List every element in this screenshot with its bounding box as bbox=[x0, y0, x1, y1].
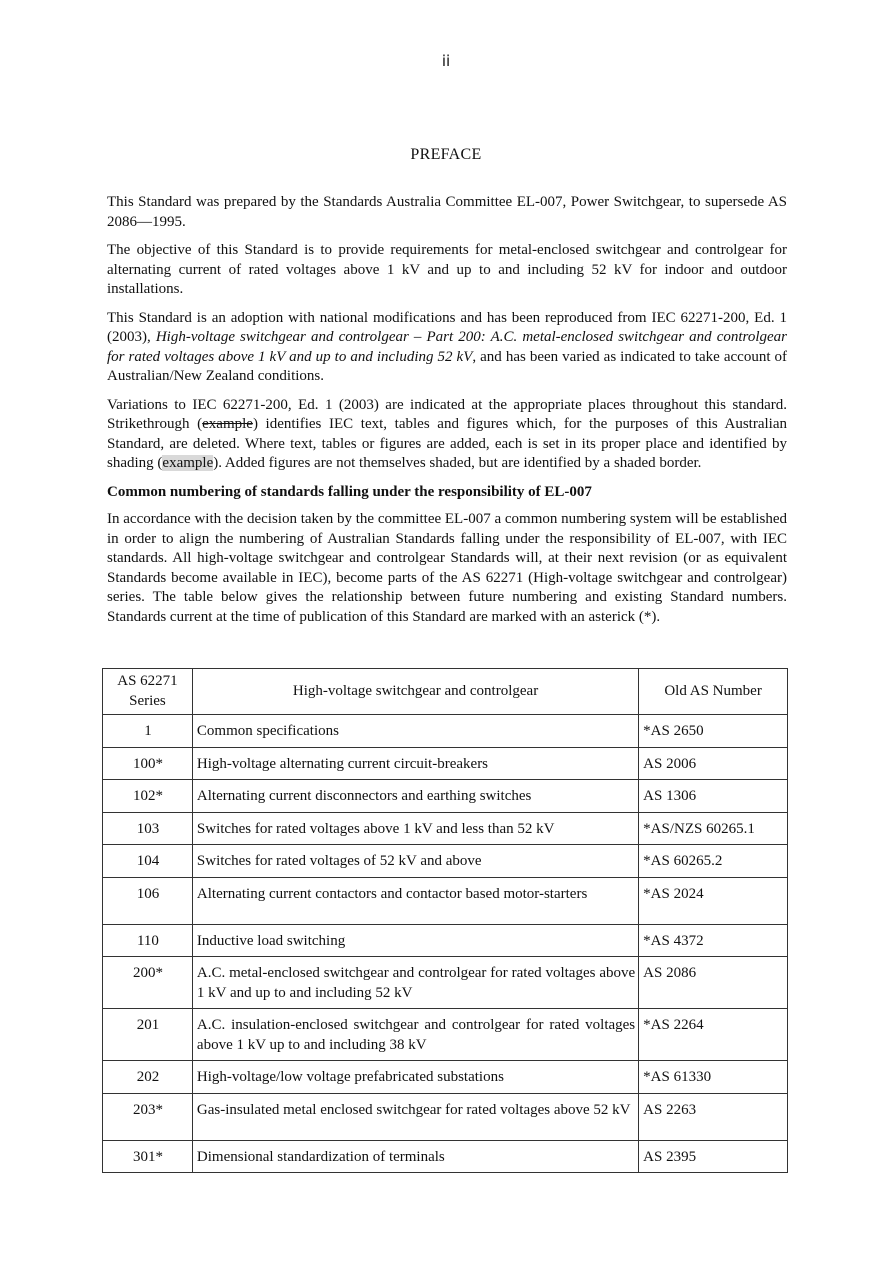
paragraph-numbering: In accordance with the decision taken by the committee EL-007 a common numbering system will be established in order to align the numbering of Australian Standards falling under the responsibility of EL-007, with IEC standards. All high-voltage switchgear and controlgear Standards will, at their next revision (or as equivalent Standards become available in IEC), become parts of the AS 62271 (High-voltage switchgear and controlgear) series. The table below gives the relationship between future numbering and existing Standard numbers. Standards current at the time of publication of this Standard are marked with an asterick (*). bbox=[107, 511, 787, 625]
series-cell: 203* bbox=[103, 1093, 193, 1140]
table-row bbox=[103, 747, 788, 780]
series-cell: 110 bbox=[103, 924, 193, 957]
table-row bbox=[103, 1061, 788, 1094]
table-row bbox=[103, 780, 788, 813]
title-cell: Dimensional standardization of terminals bbox=[192, 1140, 638, 1173]
table-row bbox=[103, 1009, 788, 1061]
old-number-cell: AS 2086 bbox=[639, 957, 788, 1009]
paragraph-objective: The objective of this Standard is to provide requirements for metal-enclosed switchgear and controlgear for alternating current of rated voltages above 1 kV and up to and including 52 kV for indoor and outdoor installations. bbox=[107, 242, 787, 297]
old-number-cell: *AS 61330 bbox=[639, 1061, 788, 1094]
series-cell: 106 bbox=[103, 877, 193, 924]
variations-text-start: Variations to IEC 62271-200, Ed. 1 (2003) are indicated at the appropriate places throughout this standard. Strikethrough ( bbox=[107, 396, 787, 432]
table-row bbox=[103, 715, 788, 748]
table-row bbox=[103, 924, 788, 957]
old-number-cell: AS 1306 bbox=[639, 780, 788, 813]
adoption-text-start: This Standard is an adoption with national modifications and has been reproduced from IEC 62271-200, Ed. 1 (2003), bbox=[107, 309, 787, 345]
old-number-cell: AS 2263 bbox=[639, 1093, 788, 1140]
old-number-cell: *AS 4372 bbox=[639, 924, 788, 957]
paragraph-variations bbox=[107, 396, 787, 474]
title-cell: Alternating current contactors and contactor based motor-starters bbox=[192, 877, 638, 924]
header-series: AS 62271 Series bbox=[103, 669, 193, 715]
series-cell: 102* bbox=[103, 780, 193, 813]
series-cell: 104 bbox=[103, 845, 193, 878]
title-cell: High-voltage alternating current circuit-breakers bbox=[192, 747, 638, 780]
series-cell: 103 bbox=[103, 812, 193, 845]
paragraph-prepared-by: This Standard was prepared by the Standards Australia Committee EL-007, Power Switchgear, to supersede AS 2086—1995. bbox=[107, 194, 787, 230]
old-number-cell: *AS 60265.2 bbox=[639, 845, 788, 878]
table-row bbox=[103, 957, 788, 1009]
title-cell: Alternating current disconnectors and earthing switches bbox=[192, 780, 638, 813]
series-cell: 1 bbox=[103, 715, 193, 748]
old-number-cell: *AS 2650 bbox=[639, 715, 788, 748]
title-cell: Inductive load switching bbox=[192, 924, 638, 957]
title-cell: A.C. metal-enclosed switchgear and controlgear for rated voltages above 1 kV and up to and including 52 kV bbox=[192, 957, 638, 1009]
preface-body bbox=[107, 193, 787, 636]
section-heading: Common numbering of standards falling under the responsibility of EL-007 bbox=[107, 483, 592, 500]
iec-title-italic: High-voltage switchgear and controlgear – Part 200: A.C. metal-enclosed switchgear and controlgear for rated voltages above 1 kV and up to and including 52 kV bbox=[107, 329, 787, 365]
table-row bbox=[103, 877, 788, 924]
series-cell: 201 bbox=[103, 1009, 193, 1061]
old-number-cell: AS 2006 bbox=[639, 747, 788, 780]
table-row bbox=[103, 1140, 788, 1173]
page-number: ii bbox=[441, 52, 451, 70]
numbering-table bbox=[102, 668, 788, 1173]
title-cell: Switches for rated voltages of 52 kV and above bbox=[192, 845, 638, 878]
table-row bbox=[103, 1093, 788, 1140]
strikethrough-example: example bbox=[202, 416, 253, 432]
header-title: High-voltage switchgear and controlgear bbox=[192, 669, 638, 715]
title-cell: High-voltage/low voltage prefabricated substations bbox=[192, 1061, 638, 1094]
series-cell: 200* bbox=[103, 957, 193, 1009]
old-number-cell: *AS 2024 bbox=[639, 877, 788, 924]
title-cell: Switches for rated voltages above 1 kV and less than 52 kV bbox=[192, 812, 638, 845]
adoption-text-end: , and has been varied as indicated to take account of Australian/New Zealand conditions. bbox=[107, 348, 787, 384]
series-cell: 100* bbox=[103, 747, 193, 780]
table-row bbox=[103, 812, 788, 845]
title-cell: Common specifications bbox=[192, 715, 638, 748]
old-number-cell: *AS/NZS 60265.1 bbox=[639, 812, 788, 845]
paragraph-adoption bbox=[107, 309, 787, 387]
old-number-cell: *AS 2264 bbox=[639, 1009, 788, 1061]
variations-text-end: ). Added figures are not themselves shaded, but are identified by a shaded border. bbox=[213, 455, 702, 471]
series-cell: 202 bbox=[103, 1061, 193, 1094]
title-cell: A.C. insulation-enclosed switchgear and controlgear for rated voltages above 1 kV up to and including 38 kV bbox=[192, 1009, 638, 1061]
shaded-example: example bbox=[162, 455, 214, 471]
header-old-number: Old AS Number bbox=[639, 669, 788, 715]
variations-text-middle: ) identifies IEC text, tables and figures which, for the purposes of this Australian Standard, are deleted. Where text, tables or figures are added, each is set in its proper place and identified by shading ( bbox=[107, 416, 787, 471]
title-cell: Gas-insulated metal enclosed switchgear for rated voltages above 52 kV bbox=[192, 1093, 638, 1140]
table-row bbox=[103, 845, 788, 878]
table-header-row bbox=[103, 669, 788, 715]
old-number-cell: AS 2395 bbox=[639, 1140, 788, 1173]
page-title: PREFACE bbox=[410, 146, 482, 163]
series-cell: 301* bbox=[103, 1140, 193, 1173]
